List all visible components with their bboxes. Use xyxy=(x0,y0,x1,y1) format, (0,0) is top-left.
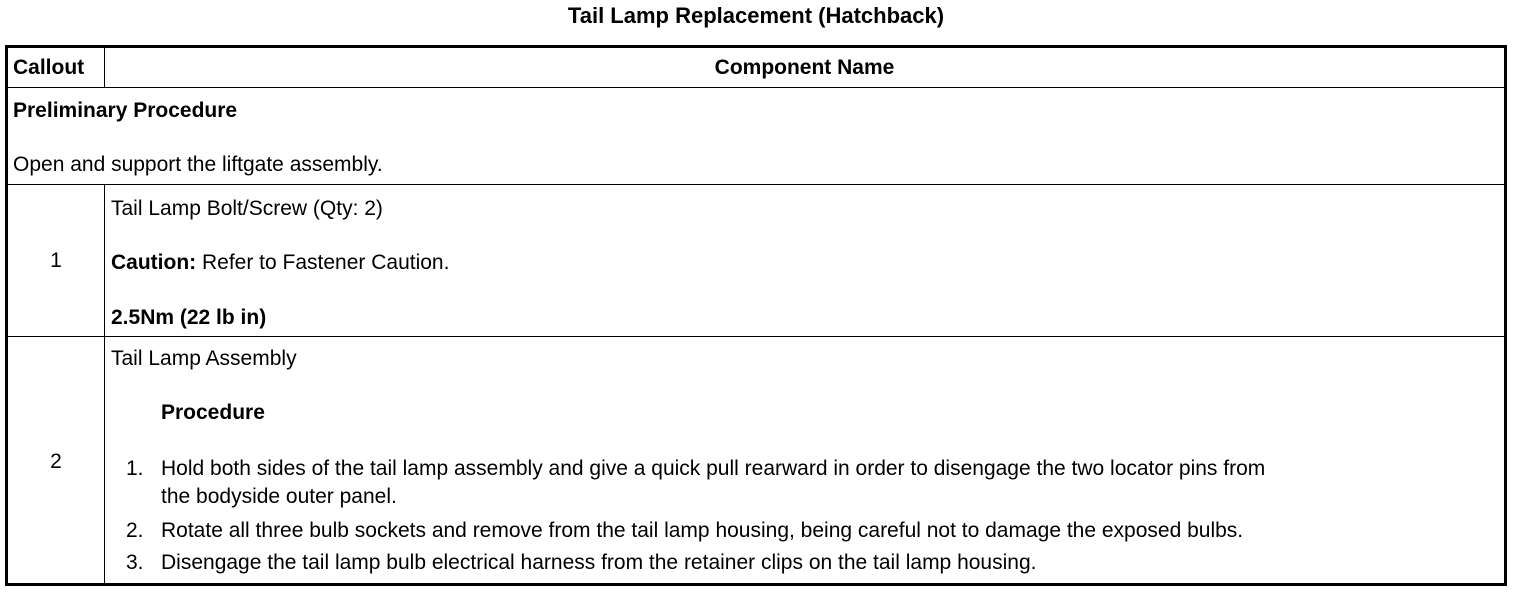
callout-number: 1 xyxy=(8,185,105,336)
component-table xyxy=(5,45,1507,586)
step-number: 2. xyxy=(126,519,144,542)
torque-spec: 2.5Nm (22 lb in) xyxy=(111,306,267,329)
step-text: Hold both sides of the tail lamp assembly and give a quick pull rearward in order to disengage the two locator pins from xyxy=(161,457,1266,480)
caution-line xyxy=(111,251,449,275)
component-cell xyxy=(105,337,1504,583)
table-row xyxy=(8,185,1504,337)
step-text: Rotate all three bulb sockets and remove from the tail lamp housing, being careful not to damage the exposed bulbs. xyxy=(161,519,1244,542)
page-title: Tail Lamp Replacement (Hatchback) xyxy=(567,3,945,28)
preliminary-text: Open and support the liftgate assembly. xyxy=(13,153,383,176)
step-text-continued: the bodyside outer panel. xyxy=(161,485,397,508)
component-name: Tail Lamp Assembly xyxy=(111,347,297,370)
step-number: 3. xyxy=(126,551,144,574)
table-row xyxy=(8,337,1504,583)
caution-text: Refer to Fastener Caution. xyxy=(196,251,450,274)
component-name-header: Component Name xyxy=(714,55,895,79)
component-cell xyxy=(105,185,1504,336)
callout-header: Callout xyxy=(8,48,105,87)
procedure-heading: Procedure xyxy=(161,401,265,424)
table-header-row xyxy=(8,48,1504,88)
caution-label: Caution: xyxy=(111,251,197,274)
callout-number: 2 xyxy=(8,337,105,583)
preliminary-row xyxy=(8,88,1504,185)
step-number: 1. xyxy=(126,457,144,480)
preliminary-heading: Preliminary Procedure xyxy=(13,99,238,122)
component-name: Tail Lamp Bolt/Screw (Qty: 2) xyxy=(111,197,383,220)
step-text: Disengage the tail lamp bulb electrical harness from the retainer clips on the tail lamp housing. xyxy=(161,551,1037,574)
